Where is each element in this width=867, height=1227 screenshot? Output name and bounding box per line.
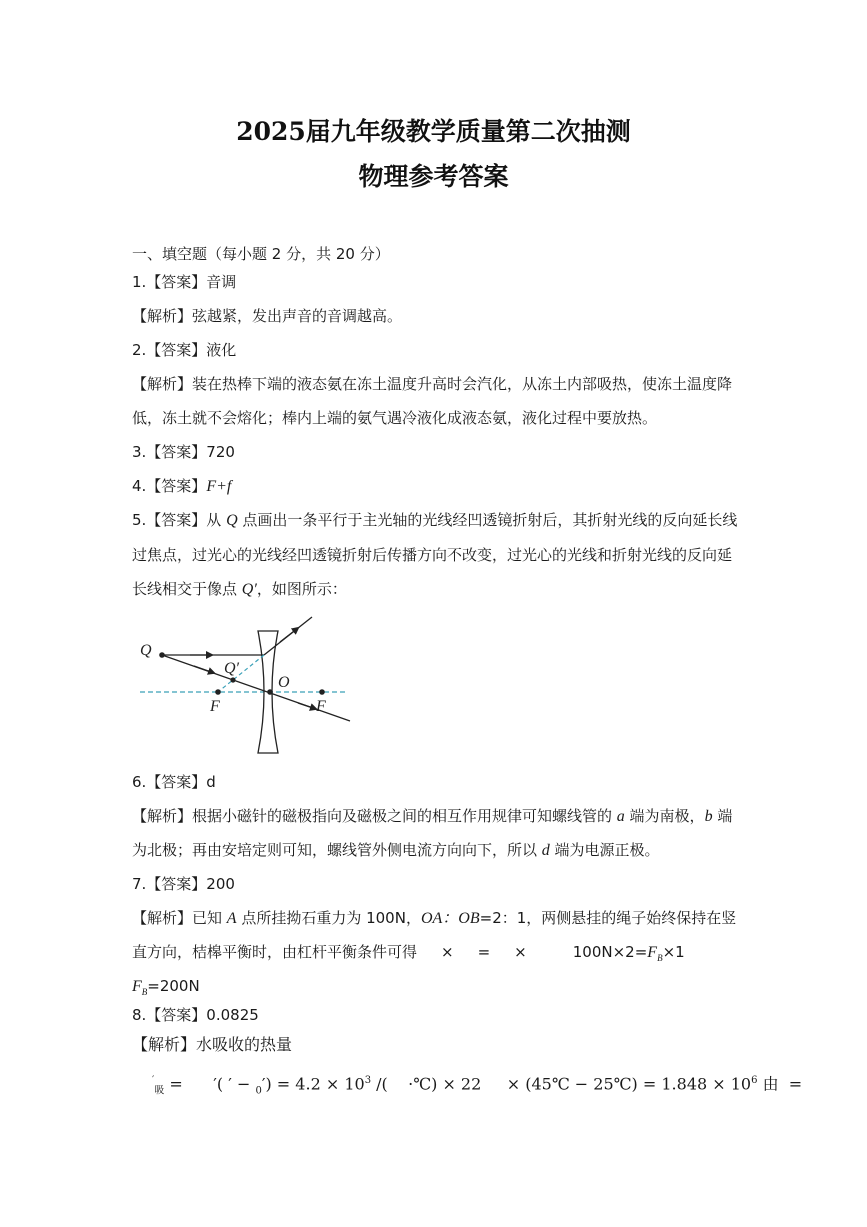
q7-text: 点所挂拗石重力为 100N，	[236, 909, 421, 927]
page-title: 2025届九年级教学质量第二次抽测	[236, 117, 631, 146]
q7-text: 【解析】已知	[132, 909, 227, 927]
q4-answer-value: F+f	[206, 478, 232, 495]
q8-formula-part: 吸	[154, 1085, 165, 1097]
q7-times: ×	[441, 943, 454, 961]
q8-formula-part: /( ·℃) × 22 × (45℃ − 25℃) = 1.848 × 10	[371, 1074, 752, 1094]
q7-analysis-line3	[132, 976, 742, 1002]
q1-analysis: 【解析】弦越紧，发出声音的音调越高。	[132, 307, 403, 325]
q7-times: ×	[514, 943, 527, 961]
q2-answer: 2.【答案】液化	[132, 341, 237, 359]
q7-force-f: F	[647, 944, 658, 961]
q8-formula-part: 6	[751, 1075, 758, 1086]
q5-answer-line3	[132, 579, 742, 600]
q8-answer: 8.【答案】0.0825	[132, 1006, 259, 1024]
q5-text: 点画出一条平行于主光轴的光线经凹透镜折射后，其折射光线的反向延长线	[237, 511, 738, 529]
q8-formula-part: ′) = 4.2 × 10	[261, 1074, 365, 1094]
q5-answer-line1	[132, 510, 742, 531]
q8-formula-part: 3	[364, 1075, 372, 1086]
q5-text: ，如图所示：	[256, 580, 347, 598]
section-heading: 一、填空题（每小题 2 分，共 20 分）	[132, 245, 390, 263]
q7-force-sub: B	[657, 953, 663, 963]
point-o	[267, 689, 273, 695]
point-qprime	[230, 677, 235, 682]
q7-text: =2：1，两侧悬挂的绳子始终保持在竖	[479, 909, 737, 927]
q6-analysis-line2	[132, 840, 742, 861]
q6-var-d: d	[541, 842, 550, 859]
q8-formula-part: = ′( ′ −	[164, 1074, 256, 1094]
q6-text: 端为南极，	[624, 807, 705, 825]
label-f-left: F	[210, 698, 220, 715]
ray-arrow	[280, 628, 298, 642]
q7-var-a: A	[226, 910, 237, 927]
label-qprime: Q′	[224, 660, 240, 677]
q7-text: =200N	[147, 977, 200, 995]
q1-answer: 1.【答案】音调	[132, 273, 237, 291]
q7-analysis-line2	[132, 942, 742, 968]
q4-answer	[132, 476, 742, 497]
q7-text: 100N×2=	[572, 943, 648, 961]
ray-arrow	[194, 666, 214, 673]
q6-answer: 6.【答案】d	[132, 773, 216, 791]
q7-text: ×1	[662, 943, 685, 961]
q2-analysis-line1: 【解析】装在热棒下端的液态氨在冻土温度升高时会汽化，从冻土内部吸热，使冻土温度降	[132, 375, 733, 393]
q5-text: 5.【答案】从	[132, 511, 227, 529]
q5-text: 长线相交于像点	[132, 580, 242, 598]
q8-analysis: 【解析】水吸收的热量	[132, 1035, 293, 1054]
q8-formula-part: 0	[255, 1085, 262, 1097]
q7-equals: =	[477, 943, 491, 961]
ray-arrow	[298, 703, 316, 709]
q5-answer-line2: 过焦点，过光心的光线经凹透镜折射后传播方向不改变，过光心的光线和折射光线的反向延	[132, 546, 733, 564]
q7-force-sub: B	[141, 987, 148, 997]
q8-formula-part: ′	[152, 1075, 155, 1086]
q5-point-qprime: Q′	[241, 581, 257, 598]
q6-text: 端为电源正极。	[549, 841, 660, 859]
label-q: Q	[140, 642, 152, 659]
q8-formula	[132, 1070, 803, 1103]
q7-analysis-line1	[132, 908, 742, 929]
q6-text: 为北极；再由安培定则可知，螺线管外侧电流方向向下，所以	[132, 841, 542, 859]
q4-answer-prefix: 4.【答案】	[132, 477, 207, 495]
q6-var-a: a	[616, 808, 625, 825]
q6-var-b: b	[704, 808, 713, 825]
q5-point-q: Q	[226, 512, 238, 529]
q6-analysis-line1	[132, 806, 742, 827]
q6-text: 端	[712, 807, 733, 825]
concave-lens-diagram	[130, 605, 370, 765]
q2-analysis-line2: 低，冻土就不会熔化；棒内上端的氨气遇冷液化成液态氨，液化过程中要放热。	[132, 409, 658, 427]
q7-force-f: F	[132, 978, 142, 995]
q8-formula-part: 由 =	[757, 1074, 803, 1094]
point-f-right	[319, 689, 325, 695]
q6-text: 【解析】根据小磁针的磁极指向及磁极之间的相互作用规律可知螺线管的	[132, 807, 617, 825]
q7-answer: 7.【答案】200	[132, 875, 235, 893]
label-o: O	[278, 674, 290, 691]
page-subtitle: 物理参考答案	[358, 162, 509, 191]
point-q	[159, 652, 165, 658]
label-f-right: F	[316, 698, 326, 715]
q3-answer: 3.【答案】720	[132, 443, 235, 461]
q7-text: 直方向，桔槔平衡时，由杠杆平衡条件可得	[132, 943, 418, 961]
q7-ratio: OA：OB	[420, 910, 480, 927]
point-f-left	[215, 689, 221, 695]
